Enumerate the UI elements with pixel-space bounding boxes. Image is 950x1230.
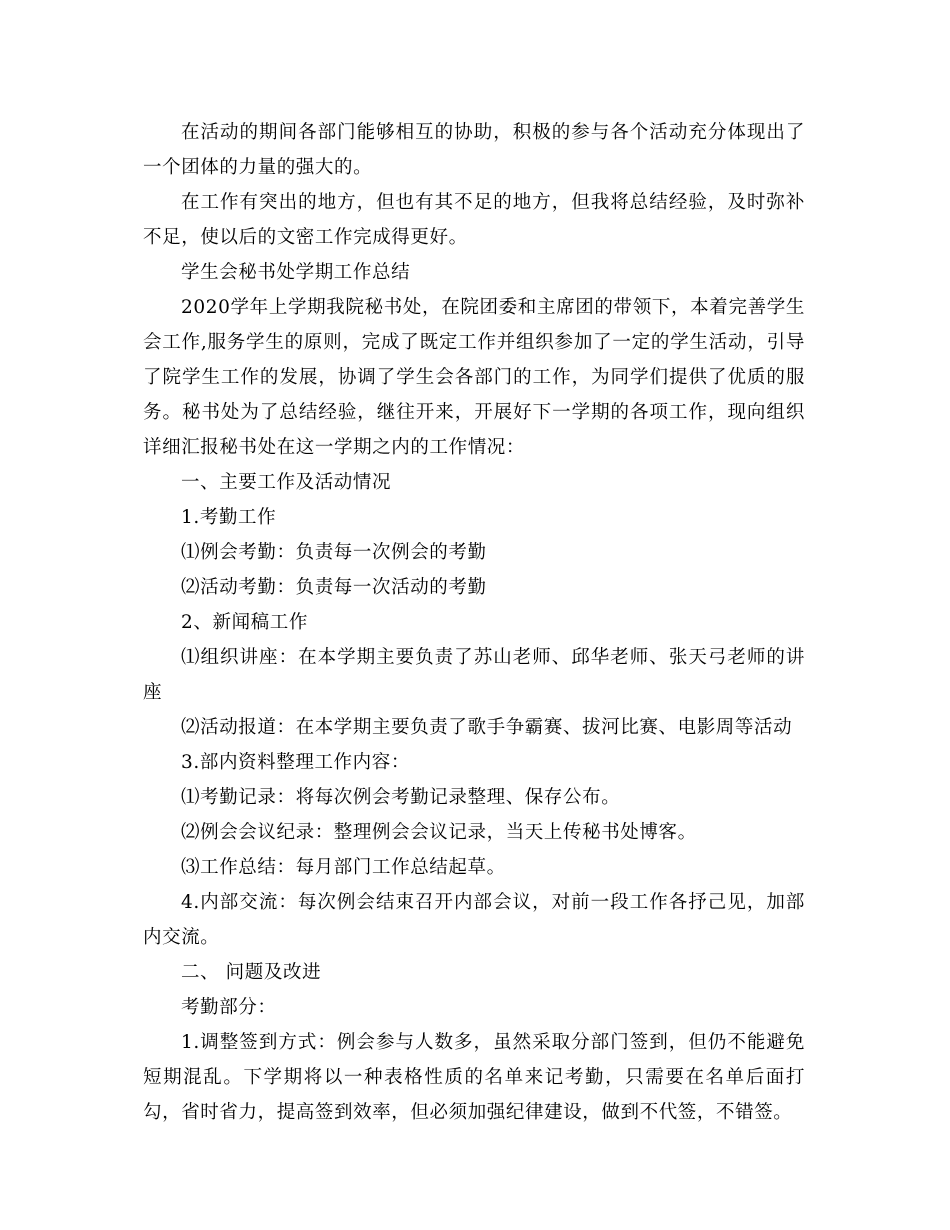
list-heading: 1.考勤工作 [181, 507, 277, 528]
list-item: ⑵活动报道：在本学期主要负责了歌手争霸赛、拔河比赛、电影周等活动 [181, 717, 793, 738]
list-heading: 3.部内资料整理工作内容： [181, 752, 410, 773]
list-heading: 4.内部交流：每次例会结束召开内部会议，对前一段工作各抒己见，加部内交流。 [143, 892, 805, 948]
paragraph: 在活动的期间各部门能够相互的协助，积极的参与各个活动充分体现出了一个团体的力量的强大的。 [143, 122, 805, 178]
list-heading: 2、新闻稿工作 [181, 612, 308, 633]
list-item: ⑴例会考勤：负责每一次例会的考勤 [181, 542, 487, 563]
list-item: ⑶工作总结：每月部门工作总结起草。 [181, 857, 506, 878]
list-item: ⑵例会会议纪录：整理例会会议记录，当天上传秘书处博客。 [181, 822, 697, 843]
paragraph: 在工作有突出的地方，但也有其不足的地方，但我将总结经验，及时弥补不足，使以后的文密工作完成得更好。 [143, 192, 805, 248]
subsection-heading: 考勤部分： [181, 997, 277, 1018]
section-heading: 二、 问题及改进 [181, 962, 322, 983]
list-item: ⑴组织讲座：在本学期主要负责了苏山老师、邱华老师、张天弓老师的讲座 [143, 647, 805, 703]
list-item: ⑴考勤记录：将每次例会考勤记录整理、保存公布。 [181, 787, 621, 808]
section-heading: 一、主要工作及活动情况 [181, 472, 392, 493]
list-item: ⑵活动考勤：负责每一次活动的考勤 [181, 577, 487, 598]
paragraph: 1.调整签到方式：例会参与人数多，虽然采取分部门签到，但仍不能避免短期混乱。下学期将以一种表格性质的名单来记考勤，只需要在名单后面打勾，省时省力，提高签到效率，但必须加强纪律建设，做到不代签，不错签。 [143, 1032, 805, 1123]
document-body [143, 115, 805, 1130]
paragraph: 2020学年上学期我院秘书处，在院团委和主席团的带领下，本着完善学生会工作,服务学生的原则，完成了既定工作并组织参加了一定的学生活动，引导了院学生工作的发展，协调了学生会各部门的工作，为同学们提供了优质的服务。秘书处为了总结经验，继往开来，开展好下一学期的各项工作，现向组织详细汇报秘书处在这一学期之内的工作情况： [143, 297, 805, 458]
section-title: 学生会秘书处学期工作总结 [181, 262, 411, 283]
